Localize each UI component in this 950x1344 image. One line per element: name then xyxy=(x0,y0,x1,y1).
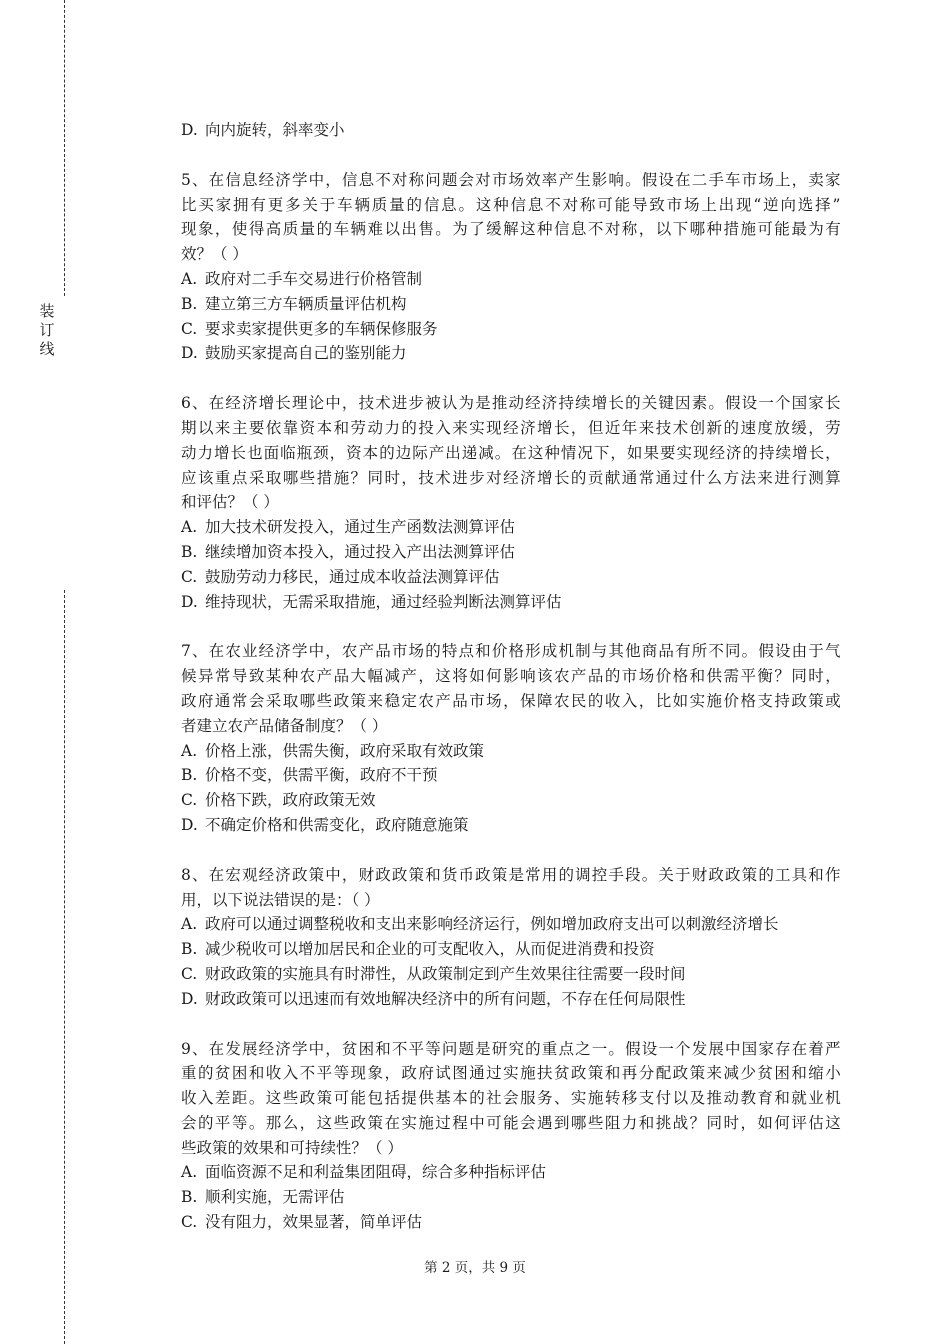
option-text: 面临资源不足和利益集团阻碍，综合多种指标评估 xyxy=(205,1163,547,1182)
binding-label-char: 订 xyxy=(39,321,55,339)
question-stem-line: 5 、 在 信 息 经 济 学 中 ， 信 息 不 对 称 问 题 会 对 市 场 效 率 产 生 影 响 。 假 设 在 二 手 车 市 场 上 ， 卖 家 xyxy=(181,170,841,189)
question-stem-line: 效？（ ） xyxy=(181,245,248,264)
option-text: 价格下跌，政府政策无效 xyxy=(205,791,376,810)
binding-dashed-line-bottom xyxy=(64,590,65,1344)
option-text: 价格上涨，供需失衡，政府采取有效政策 xyxy=(205,741,485,760)
question-stem xyxy=(181,391,841,515)
option-letter: D. xyxy=(181,815,198,834)
option-item xyxy=(181,515,841,540)
question-stem-line: 6 、 在 经 济 增 长 理 论 中 ， 技 术 进 步 被 认 为 是 推 动 经 济 持 续 增 长 的 关 键 因 素 。 假 设 一 个 国 家 长 xyxy=(181,394,841,413)
question-stem-line: 和评估？（ ） xyxy=(181,493,279,512)
binding-dashed-line-top xyxy=(64,0,65,296)
option-item xyxy=(181,341,841,366)
option-text: 价格不变，供需平衡，政府不干预 xyxy=(205,766,438,785)
option-letter: B. xyxy=(181,294,198,313)
question-block xyxy=(181,168,841,366)
option-text: 政府对二手车交易进行价格管制 xyxy=(205,269,423,288)
option-text: 维持现状，无需采取措施，通过经验判断法测算评估 xyxy=(205,592,562,611)
option-letter: C. xyxy=(181,964,198,983)
question-stem-line: 会 的 平 等 。 那 么 ， 这 些 政 策 在 实 施 过 程 中 可 能 会 遇 到 哪 些 阻 力 和 挑 战 ？ 同 时 ， 如 何 评 估 这 xyxy=(181,1113,841,1132)
question-stem-line: 7 、 在 农 业 经 济 学 中 ， 农 产 品 市 场 的 特 点 和 价 格 形 成 机 制 与 其 他 商 品 有 所 不 同 。 假 设 由 于 气 xyxy=(181,642,841,661)
question-block xyxy=(181,639,841,837)
option-letter: C. xyxy=(181,791,198,810)
question-stem-line: 重 的 贫 困 和 收 入 不 平 等 现 象 ， 政 府 试 图 通 过 实 施 扶 贫 政 策 和 再 分 配 政 策 来 减 少 贫 困 和 缩 小 xyxy=(181,1064,841,1083)
option-item xyxy=(181,987,841,1012)
binding-label-char: 线 xyxy=(39,340,55,358)
question-stem-line: 9 、 在 发 展 经 济 学 中 ， 贫 困 和 不 平 等 问 题 是 研 究 的 重 点 之 一 。 假 设 一 个 发 展 中 国 家 存 在 着 严 xyxy=(181,1039,841,1058)
option-item xyxy=(181,1160,841,1185)
option-letter: B. xyxy=(181,766,198,785)
question-stem-line: 应 该 重 点 采 取 哪 些 措 施 ？ 同 时 ， 技 术 进 步 对 经 济 增 长 的 贡 献 通 常 通 过 什 么 方 法 来 进 行 测 算 xyxy=(181,468,841,487)
option-text: 政府可以通过调整税收和支出来影响经济运行，例如增加政府支出可以刺激经济增长 xyxy=(205,915,779,934)
option-letter: B. xyxy=(181,1188,198,1207)
question-stem-line: 收 入 差 距 。 这 些 政 策 可 能 包 括 提 供 基 本 的 社 会 服 务 、 实 施 转 移 支 付 以 及 推 动 教 育 和 就 业 机 xyxy=(181,1089,841,1108)
option-letter: A. xyxy=(181,269,198,288)
option-letter: C. xyxy=(181,319,198,338)
option-text: 要求卖家提供更多的车辆保修服务 xyxy=(205,319,438,338)
option-text: 减少税收可以增加居民和企业的可支配收入，从而促进消费和投资 xyxy=(205,940,655,959)
question-stem-line: 动 力 增 长 也 面 临 瓶 颈 ， 资 本 的 边 际 产 出 递 减 。 在 这 种 情 况 下 ， 如 果 要 实 现 经 济 的 持 续 增 长 ， xyxy=(181,443,841,462)
option-letter: D. xyxy=(181,989,198,1008)
option-letter: B. xyxy=(181,542,198,561)
question-block xyxy=(181,391,841,614)
option-item xyxy=(181,763,841,788)
binding-label-char: 装 xyxy=(39,302,55,320)
question-stem-line: 政 府 通 常 会 采 取 哪 些 政 策 来 稳 定 农 产 品 市 场 ， 保 障 农 民 的 收 入 ， 比 如 实 施 价 格 支 持 政 策 或 xyxy=(181,691,841,710)
page-content xyxy=(181,118,841,1260)
question-stem xyxy=(181,639,841,738)
question-stem-line: 现 象 ， 使 得 高 质 量 的 车 辆 难 以 出 售 。 为 了 缓 解 这 种 信 息 不 对 称 ， 以 下 哪 种 措 施 可 能 最 为 有 xyxy=(181,220,841,239)
page-footer: 第 2 页，共 9 页 xyxy=(424,1260,526,1276)
question-stem-line: 期 以 来 主 要 依 靠 资 本 和 劳 动 力 的 投 入 来 实 现 经 济 增 长 ， 但 近 年 来 技 术 创 新 的 速 度 放 缓 ， 劳 xyxy=(181,418,841,437)
option-text: 鼓励劳动力移民，通过成本收益法测算评估 xyxy=(205,567,500,586)
option-text: 向内旋转，斜率变小 xyxy=(205,121,345,139)
question-list xyxy=(181,168,841,1235)
option-item xyxy=(181,317,841,342)
option-text: 继续增加资本投入，通过投入产出法测算评估 xyxy=(205,542,516,561)
option-letter: A. xyxy=(181,518,198,537)
option-text: 财政政策可以迅速而有效地解决经济中的所有问题，不存在任何局限性 xyxy=(205,989,686,1008)
question-stem xyxy=(181,863,841,913)
option-item xyxy=(181,912,841,937)
option-d xyxy=(181,118,841,143)
question-block xyxy=(181,863,841,1012)
option-item xyxy=(181,739,841,764)
option-text: 建立第三方车辆质量评估机构 xyxy=(205,294,407,313)
question-stem-line: 用，以下说法错误的是：（ ） xyxy=(181,890,380,909)
question-block xyxy=(181,1037,841,1235)
question-stem-line: 比 买 家 拥 有 更 多 关 于 车 辆 质 量 的 信 息 。 这 种 信 息 不 对 称 可 能 导 致 市 场 上 出 现 “ 逆 向 选 择 ” xyxy=(181,195,841,214)
option-letter: D. xyxy=(181,592,198,611)
option-text: 没有阻力，效果显著，简单评估 xyxy=(205,1213,423,1232)
option-item xyxy=(181,962,841,987)
option-text: 鼓励买家提高自己的鉴别能力 xyxy=(205,344,407,363)
option-item xyxy=(181,267,841,292)
option-letter: A. xyxy=(181,915,198,934)
option-item xyxy=(181,813,841,838)
option-item xyxy=(181,788,841,813)
question-stem-line: 者建立农产品储备制度？（ ） xyxy=(181,716,388,735)
option-item xyxy=(181,565,841,590)
question-stem xyxy=(181,1037,841,1161)
option-item xyxy=(181,1185,841,1210)
option-text: 不确定价格和供需变化，政府随意施策 xyxy=(205,815,469,834)
option-letter: A. xyxy=(181,741,198,760)
option-item xyxy=(181,937,841,962)
question-stem-line: 些政策的效果和可持续性？（ ） xyxy=(181,1138,403,1157)
option-letter: B. xyxy=(181,940,198,959)
question-stem-line: 候 异 常 导 致 某 种 农 产 品 大 幅 减 产 ， 这 将 如 何 影 响 该 农 产 品 的 市 场 价 格 和 供 需 平 衡 ？ 同 时 ， xyxy=(181,667,841,686)
option-item xyxy=(181,1210,841,1235)
leading-option-block xyxy=(181,118,841,143)
option-text: 财政政策的实施具有时滞性，从政策制定到产生效果往往需要一段时间 xyxy=(205,964,686,983)
option-letter: C. xyxy=(181,1213,198,1232)
option-item xyxy=(181,590,841,615)
option-item xyxy=(181,540,841,565)
option-letter: A. xyxy=(181,1163,198,1182)
option-item xyxy=(181,292,841,317)
binding-label xyxy=(36,302,58,359)
question-stem xyxy=(181,168,841,267)
option-letter: C. xyxy=(181,567,198,586)
option-text: 顺利实施，无需评估 xyxy=(205,1188,345,1207)
option-letter: D. xyxy=(181,344,198,363)
option-text: 加大技术研发投入，通过生产函数法测算评估 xyxy=(205,518,516,537)
option-letter: D. xyxy=(181,121,198,139)
question-stem-line: 8 、 在 宏 观 经 济 政 策 中 ， 财 政 政 策 和 货 币 政 策 是 常 用 的 调 控 手 段 。 关 于 财 政 政 策 的 工 具 和 作 xyxy=(181,865,841,884)
